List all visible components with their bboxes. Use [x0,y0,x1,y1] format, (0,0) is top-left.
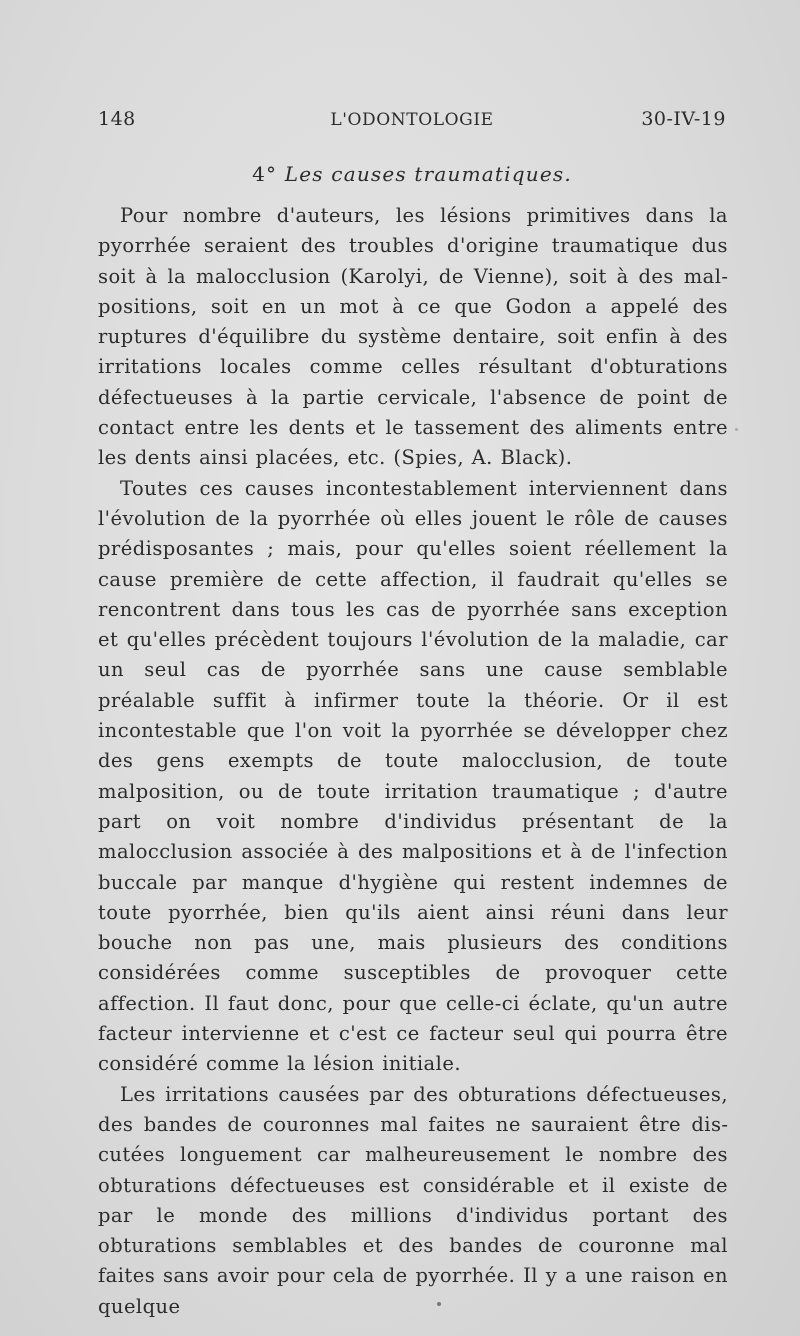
page-number: 148 [98,108,136,130]
paper-speck [437,1302,441,1306]
section-heading [98,162,726,186]
running-head [98,108,726,138]
issue-date: 30-IV-19 [641,108,726,130]
journal-title: L'ODONTOLOGIE [330,110,494,130]
section-title: Les causes traumatiques. [284,162,572,186]
section-number: 4° [252,162,278,186]
paragraph: Les irritations causées par des obturations défectueuses, des bandes de couronnes mal faites ne sauraient être discutées longuement car malheureusement le nombre des obturations défectueuses est considérable et il existe de par le monde des millions d'individus portant des obturations semblables et des bandes de couronne mal faites sans avoir pour cela de pyorrhée. Il y a une raison en quelque [98,1082,728,1318]
paragraph: Toutes ces causes incontestablement interviennent dans l'évolution de la pyorrhée où elles jouent le rôle de causes prédisposantes ; mais, pour qu'elles soient réellement la cause première de cette affection, il faudrait qu'elles se rencontrent dans tous les cas de pyorrhée sans exception et qu'elles précèdent toujours l'évolution de la maladie, car un seul cas de pyorrhée sans une cause semblable préalable suffit à infirmer toute la théorie. Or il est incontestable que l'on voit la pyorrhée se développer chez des gens exempts de toute malocclusion, de toute malposition, ou de toute irritation traumatique ; d'autre part on voit nombre d'individus présentant de la malocclusion associée à des malpositions et à de l'infection buccale par manque d'hygiène qui restent indemnes de toute pyorrhée, bien qu'ils aient ainsi réuni dans leur bouche non pas une, mais plusieurs des conditions considérées comme susceptibles de provoquer cette affection. Il faut donc, pour que celle-ci éclate, qu'un autre facteur intervienne et c'est ce facteur seul qui pourra être considéré comme la lésion initiale. [98,476,728,1076]
paper-speck [735,428,738,431]
paragraph: Pour nombre d'auteurs, les lésions primitives dans la pyorrhée seraient des troubles d'origine traumatique dus soit à la malocclusion (Karolyi, de Vienne), soit à des malpositions, soit en un mot à ce que Godon a appelé des ruptures d'équilibre du système dentaire, soit enfin à des irritations locales comme celles résultant d'obturations défectueuses à la partie cervicale, l'absence de point de contact entre les dents et le tassement des aliments entre les dents ainsi placées, etc. (Spies, A. Black). [98,204,728,470]
body-text [98,201,728,1322]
